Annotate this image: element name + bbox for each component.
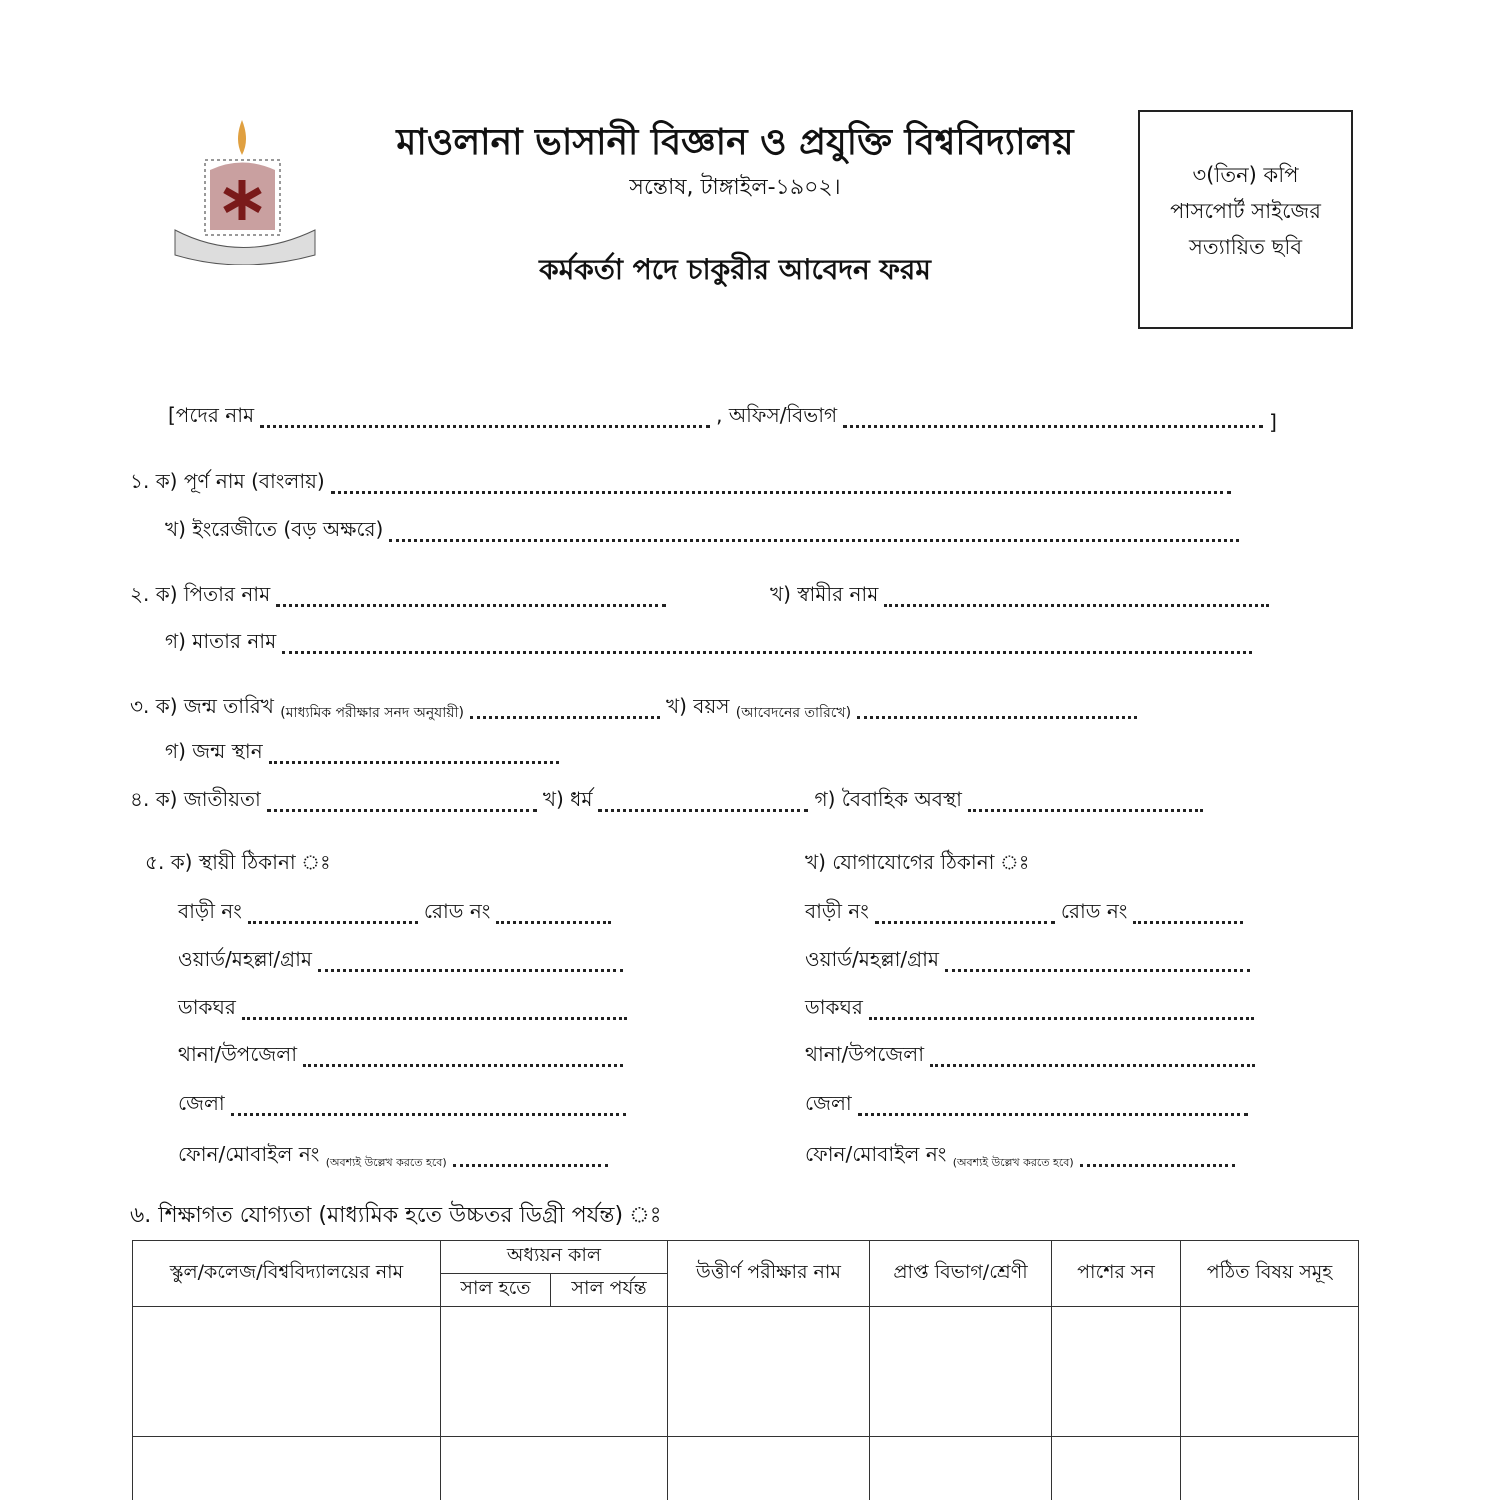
phone-label: ফোন/মোবাইল নং	[178, 1142, 320, 1166]
photo-box-line: পাসপোর্ট সাইজের	[1170, 199, 1321, 223]
bracket-close: ]	[1269, 410, 1277, 434]
mother-name-field[interactable]	[282, 651, 1252, 654]
age-field[interactable]	[857, 716, 1137, 719]
table-cell[interactable]	[668, 1437, 870, 1500]
q2a-row	[130, 583, 672, 613]
ward-label: ওয়ার্ড/মহল্লা/গ্রাম	[178, 947, 313, 971]
name-bangla-field[interactable]	[331, 491, 1231, 494]
district-label: জেলা	[178, 1091, 225, 1115]
university-address: সন্তোষ, টাঙ্গাইল-১৯০২।	[629, 175, 841, 200]
col-division: প্রাপ্ত বিভাগ/শ্রেণী	[870, 1241, 1052, 1307]
form-title: কর্মকর্তা পদে চাকুরীর আবেদন ফরম	[539, 253, 931, 286]
post-row	[168, 404, 1277, 434]
contact-phone-field[interactable]	[1080, 1164, 1235, 1167]
father-name-label: ২. ক) পিতার নাম	[130, 582, 271, 606]
table-cell[interactable]	[1181, 1437, 1359, 1500]
q1b-row	[165, 518, 1245, 548]
col-subjects: পঠিত বিষয় সমূহ	[1181, 1241, 1359, 1307]
university-name: মাওলানা ভাসানী বিজ্ঞান ও প্রযুক্তি বিশ্ববিদ্যালয়	[396, 122, 1074, 163]
contact-ward-row	[805, 948, 1256, 978]
name-bangla-label: ১. ক) পূর্ণ নাম (বাংলায়)	[130, 469, 325, 493]
thana-label: থানা/উপজেলা	[178, 1042, 298, 1066]
contact-district-row	[805, 1092, 1254, 1122]
marital-status-label: গ) বৈবাহিক অবস্থা	[814, 787, 962, 811]
perm-district-field[interactable]	[231, 1113, 626, 1116]
contact-district-field[interactable]	[858, 1113, 1248, 1116]
q3c-row	[165, 740, 565, 770]
q3-row	[130, 695, 1143, 725]
birth-place-label: গ) জন্ম স্থান	[165, 739, 263, 763]
table-cell[interactable]	[133, 1437, 441, 1500]
marital-status-field[interactable]	[968, 809, 1203, 812]
perm-ward-row	[178, 948, 629, 978]
contact-road-field[interactable]	[1133, 921, 1243, 924]
table-cell[interactable]	[1052, 1437, 1181, 1500]
perm-phone-field[interactable]	[453, 1164, 608, 1167]
col-to: সাল পর্যন্ত	[551, 1274, 668, 1307]
post-name-field[interactable]	[260, 425, 710, 428]
birth-date-note: (মাধ্যমিক পরীক্ষার সনদ অনুযায়ী)	[280, 705, 465, 721]
table-cell[interactable]	[668, 1307, 870, 1437]
permanent-address-heading: ৫. ক) স্থায়ী ঠিকানা ঃ	[145, 850, 331, 874]
name-english-label: খ) ইংরেজীতে (বড় অক্ষরে)	[165, 517, 384, 541]
district-label: জেলা	[805, 1091, 852, 1115]
road-label: রোড নং	[423, 899, 491, 923]
contact-ward-field[interactable]	[945, 969, 1250, 972]
table-cell[interactable]	[441, 1437, 668, 1500]
perm-post-field[interactable]	[242, 1017, 627, 1020]
father-name-field[interactable]	[276, 604, 666, 607]
age-label: খ) বয়স	[666, 694, 730, 718]
photo-box	[1138, 110, 1353, 329]
contact-thana-row	[805, 1043, 1261, 1073]
birth-date-field[interactable]	[470, 716, 660, 719]
col-period: অধ্যয়ন কাল	[441, 1241, 668, 1274]
table-cell[interactable]	[870, 1437, 1052, 1500]
name-english-field[interactable]	[389, 539, 1239, 542]
education-table	[132, 1240, 1359, 1500]
contact-thana-field[interactable]	[930, 1064, 1255, 1067]
photo-box-line: সত্যায়িত ছবি	[1188, 235, 1303, 259]
phone-note: (অবশ্যই উল্লেখ করতে হবে)	[952, 1156, 1074, 1169]
contact-post-field[interactable]	[869, 1017, 1254, 1020]
table-cell[interactable]	[870, 1307, 1052, 1437]
perm-ward-field[interactable]	[318, 969, 623, 972]
ward-label: ওয়ার্ড/মহল্লা/গ্রাম	[805, 947, 940, 971]
q4-row	[130, 788, 1209, 818]
table-row	[133, 1307, 1359, 1437]
perm-road-field[interactable]	[496, 921, 611, 924]
q2c-row	[165, 630, 1258, 660]
perm-house-row	[178, 900, 617, 930]
thana-label: থানা/উপজেলা	[805, 1042, 925, 1066]
perm-phone-row	[178, 1143, 614, 1173]
house-label: বাড়ী নং	[805, 899, 869, 923]
perm-post-row	[178, 996, 633, 1026]
office-field[interactable]	[843, 425, 1263, 428]
col-year: পাশের সন	[1052, 1241, 1181, 1307]
photo-box-line: ৩(তিন) কপি	[1192, 163, 1299, 187]
table-cell[interactable]	[1181, 1307, 1359, 1437]
table-row	[133, 1437, 1359, 1500]
husband-name-label: খ) স্বামীর নাম	[770, 582, 879, 606]
contact-address-heading: খ) যোগাযোগের ঠিকানা ঃ	[805, 850, 1030, 874]
religion-label: খ) ধর্ম	[542, 787, 593, 811]
table-cell[interactable]	[441, 1307, 668, 1437]
post-name-label: [পদের নাম	[168, 403, 255, 427]
table-cell[interactable]	[1052, 1307, 1181, 1437]
birth-place-field[interactable]	[269, 761, 559, 764]
post-office-label: ডাকঘর	[805, 995, 863, 1019]
q1a-row	[130, 470, 1237, 500]
nationality-field[interactable]	[267, 809, 537, 812]
table-cell[interactable]	[133, 1307, 441, 1437]
perm-thana-row	[178, 1043, 629, 1073]
house-label: বাড়ী নং	[178, 899, 242, 923]
perm-house-field[interactable]	[248, 921, 418, 924]
nationality-label: ৪. ক) জাতীয়তা	[130, 787, 261, 811]
contact-house-field[interactable]	[875, 921, 1055, 924]
col-exam: উত্তীর্ণ পরীক্ষার নাম	[668, 1241, 870, 1307]
phone-note: (অবশ্যই উল্লেখ করতে হবে)	[325, 1156, 447, 1169]
contact-post-row	[805, 996, 1260, 1026]
phone-label: ফোন/মোবাইল নং	[805, 1142, 947, 1166]
contact-phone-row	[805, 1143, 1241, 1173]
office-label: , অফিস/বিভাগ	[716, 403, 838, 427]
col-institution: স্কুল/কলেজ/বিশ্ববিদ্যালয়ের নাম	[133, 1241, 441, 1307]
perm-thana-field[interactable]	[303, 1064, 623, 1067]
husband-name-field[interactable]	[884, 604, 1269, 607]
birth-date-label: ৩. ক) জন্ম তারিখ	[130, 694, 274, 718]
road-label: রোড নং	[1060, 899, 1128, 923]
q2b-row	[770, 583, 1275, 613]
religion-field[interactable]	[598, 809, 808, 812]
education-heading: ৬. শিক্ষাগত যোগ্যতা (মাধ্যমিক হতে উচ্চতর ডিগ্রী পর্যন্ত) ঃ	[130, 1203, 662, 1228]
contact-house-row	[805, 900, 1249, 930]
post-office-label: ডাকঘর	[178, 995, 236, 1019]
mother-name-label: গ) মাতার নাম	[165, 629, 277, 653]
col-from: সাল হতে	[441, 1274, 551, 1307]
age-note: (আবেদনের তারিখে)	[735, 705, 852, 721]
perm-district-row	[178, 1092, 632, 1122]
